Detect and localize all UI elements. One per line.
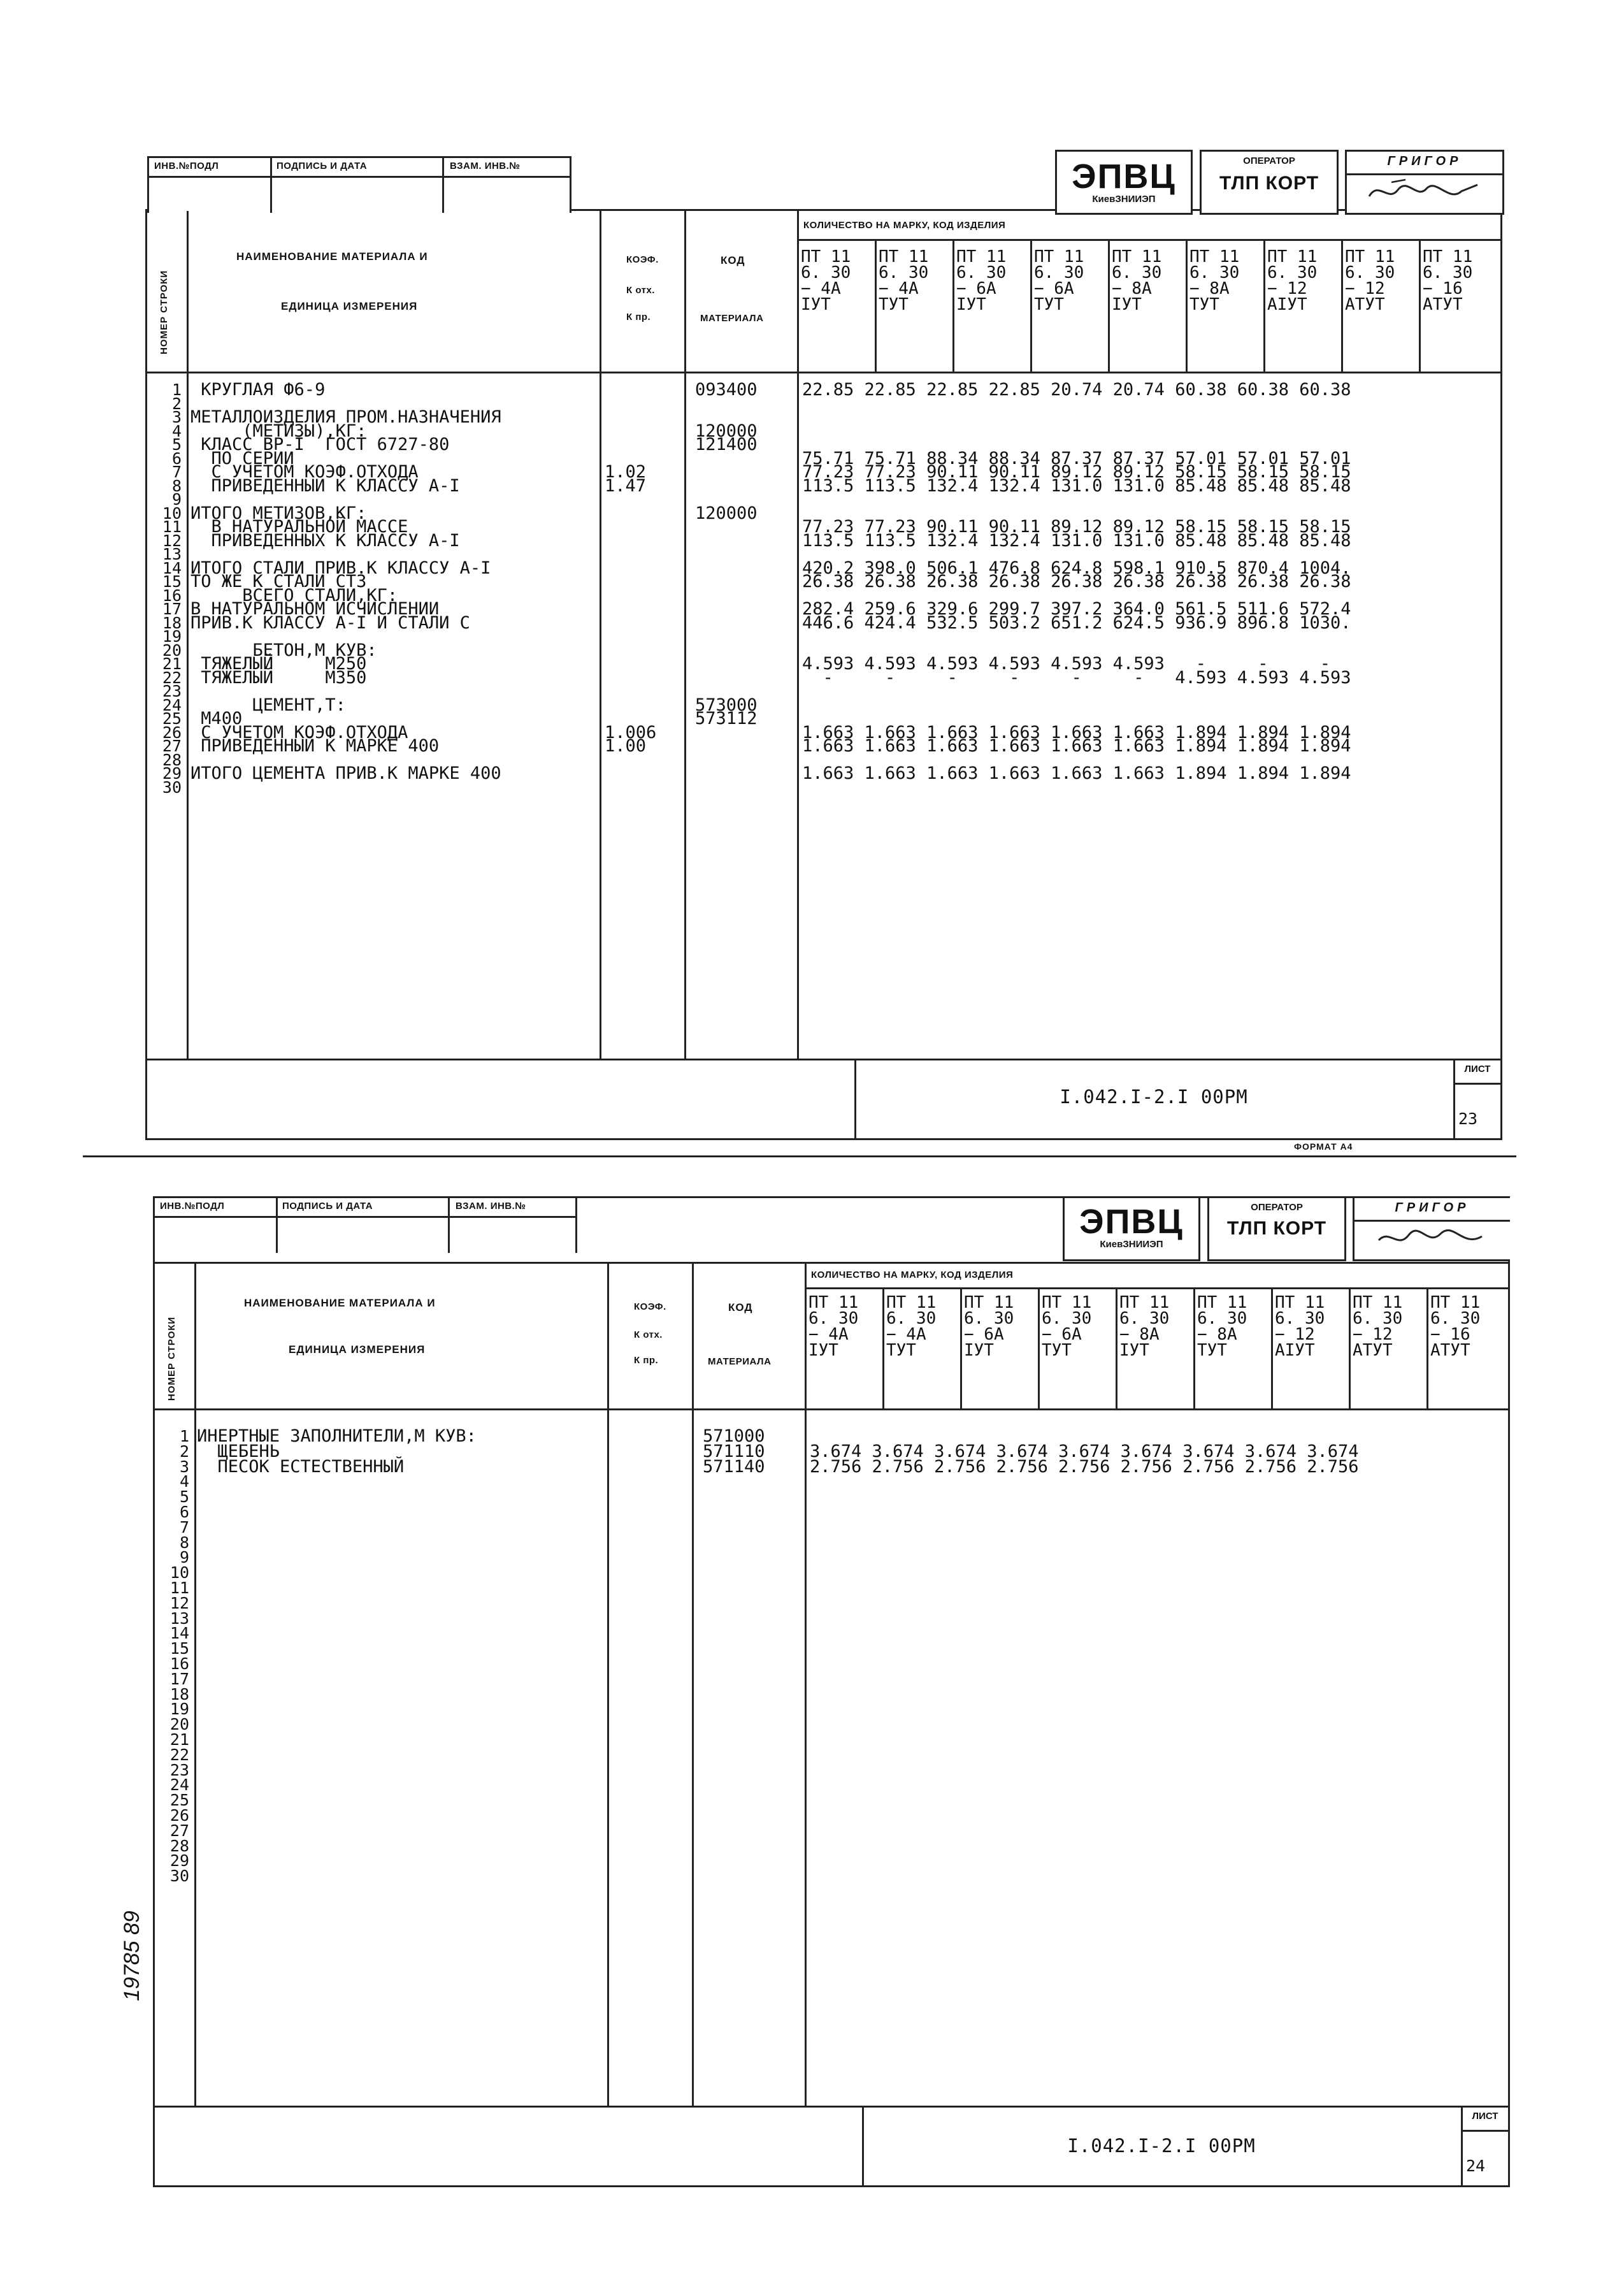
inv-label-2: ИНВ.№ПОДЛ <box>160 1201 225 1212</box>
vzam-label: ВЗАМ. ИНВ.№ <box>450 161 521 171</box>
operator-stamp-2 <box>1207 1198 1346 1261</box>
inv-label: ИНВ.№ПОДЛ <box>154 161 219 171</box>
format-label: ФОРМАТ А4 <box>1294 1141 1353 1152</box>
product-column-7-s2: ПТ 11 6. 30 − 12 АIУТ <box>1275 1293 1325 1360</box>
vzam-label-2: ВЗАМ. ИНВ.№ <box>456 1201 526 1212</box>
product-column-6-s2: ПТ 11 6. 30 − 8А ТУТ <box>1197 1293 1247 1360</box>
quantity-values-2: 3.674 3.674 3.674 3.674 3.674 3.674 3.674 3.674 3.674 2.756 2.756 2.756 2.756 2.756 2.756 2.756 2.756 2.756 <box>810 1441 1359 1477</box>
coef-header: КОЭФ. <box>626 254 659 265</box>
coef-waste-header: К отх. <box>626 285 655 296</box>
org-name-2: ЭПВЦ <box>1079 1203 1184 1241</box>
coef-reduced-header: К пр. <box>626 312 651 322</box>
sign-date-label: ПОДПИСЬ И ДАТА <box>277 161 368 171</box>
sign-date-label-2: ПОДПИСЬ И ДАТА <box>282 1201 373 1212</box>
product-column-4-s2: ПТ 11 6. 30 − 6А ТУТ <box>1042 1293 1092 1360</box>
material-codes: 093400 120000 121400 120000 573000 573112 <box>695 380 758 728</box>
product-column-4: ПТ 11 6. 30 − 6А ТУТ <box>1034 247 1084 314</box>
approval-stamp-2 <box>155 1198 575 1253</box>
unit-header-2: ЕДИНИЦА ИЗМЕРЕНИЯ <box>289 1343 426 1356</box>
org-subname-2: КиевЗНИИЭП <box>1100 1239 1163 1250</box>
code-header-2a: КОД <box>728 1301 753 1313</box>
product-column-6: ПТ 11 6. 30 − 8А ТУТ <box>1189 247 1240 314</box>
document-code-2: I.042.I-2.I 00РМ <box>1067 2135 1256 2157</box>
product-column-1: ПТ 11 6. 30 − 4А IУТ <box>801 247 851 314</box>
signer-stamp-2 <box>1353 1198 1510 1261</box>
approval-stamp <box>147 156 571 213</box>
sheet-label-2: ЛИСТ <box>1472 2111 1498 2122</box>
operator-value-2: ТЛП КОРТ <box>1226 1218 1327 1239</box>
sheet-24 <box>153 1196 1510 2187</box>
code-header: КОД <box>721 254 745 266</box>
signer-name: ГРИГОР <box>1387 154 1462 168</box>
operator-label: ОПЕРАТОР <box>1243 156 1295 166</box>
org-stamp-2 <box>1063 1198 1200 1261</box>
material-names: КРУГЛАЯ Ф6-9 МЕТАЛЛОИЗДЕЛИЯ ПРОМ.НАЗНАЧЕНИЯ (МЕТИЗЫ),КГ: КЛАСС ВР-I ГОСТ 6727-80 ПО СЕРИИ С УЧЕТОМ КОЭФ.ОТХОДА ПРИВЕДЕННЫЙ К КЛАССУ А-I ИТОГО МЕТИЗОВ,КГ: В НАТУРАЛЬНОЙ МАССЕ ПРИВЕДЕННЫХ К КЛАССУ А-I ИТОГО СТАЛИ ПРИВ.К КЛАССУ А-I ТО ЖЕ К СТАЛИ СТ3 ВСЕГО СТАЛИ,КГ: В НАТУРАЛЬНОМ ИСЧИСЛЕНИИ ПРИВ.К КЛАССУ А-I И СТАЛИ С БЕТОН,М КУВ: ТЯЖЕЛЫЙ М250 ТЯЖЕЛЫЙ М350 ЦЕМЕНТ,Т: М400 С УЧЕТОМ КОЭФ.ОТХОДА ПРИВЕДЕННЫЙ К МАРКЕ 400 ИТОГО ЦЕМЕНТА ПРИВ.К МАРКЕ 400 <box>190 380 501 783</box>
material-name-header-2: НАИМЕНОВАНИЕ МАТЕРИАЛА И <box>244 1297 436 1309</box>
code-header-2: МАТЕРИАЛА <box>700 313 764 324</box>
operator-label-2: ОПЕРАТОР <box>1251 1202 1303 1213</box>
document-code: I.042.I-2.I 00РМ <box>1060 1086 1248 1108</box>
product-column-1-s2: ПТ 11 6. 30 − 4А IУТ <box>808 1293 859 1360</box>
org-subname: КиевЗНИИЭП <box>1092 194 1156 205</box>
product-column-2-s2: ПТ 11 6. 30 − 4А ТУТ <box>886 1293 937 1360</box>
product-column-7: ПТ 11 6. 30 − 12 АIУТ <box>1267 247 1318 314</box>
sheet-number: 23 <box>1458 1110 1478 1128</box>
material-name-header: НАИМЕНОВАНИЕ МАТЕРИАЛА И <box>236 250 428 263</box>
signature-mark-2 <box>1374 1224 1488 1254</box>
code-header-2b: МАТЕРИАЛА <box>708 1356 772 1367</box>
coef-header-2: КОЭФ. <box>634 1301 666 1312</box>
row-numbers: 1 2 3 4 5 6 7 8 9 10 11 12 13 14 15 16 17 18 19 20 21 22 23 24 25 26 27 28 29 30 <box>162 380 182 797</box>
page-divider <box>83 1155 1516 1157</box>
signer-stamp <box>1345 150 1504 215</box>
coef-waste-header-2: К отх. <box>634 1329 663 1340</box>
sheet-number-2: 24 <box>1466 2157 1486 2175</box>
row-number-header-2: НОМЕР СТРОКИ <box>166 1316 177 1401</box>
operator-value: ТЛП КОРТ <box>1219 173 1319 194</box>
unit-header: ЕДИНИЦА ИЗМЕРЕНИЯ <box>281 300 418 312</box>
material-names-2: ИНЕРТНЫЕ ЗАПОЛНИТЕЛИ,М КУВ: ЩЕБЕНЬ ПЕСОК ЕСТЕСТВЕННЫЙ <box>197 1426 477 1477</box>
operator-stamp <box>1200 150 1339 215</box>
signature-mark <box>1366 177 1481 208</box>
quantity-values: 22.85 22.85 22.85 22.85 20.74 20.74 60.38 60.38 60.38 75.71 75.71 88.34 88.34 87.37 87.37 57.01 57.01 57.01 77.23 77.23 90.11 90.11 89.12 89.12 58.15 58.15 58.15 113.5 113.5 132.4 132.4 131.0 131.0 85.48 85.48 85.48 77.23 77.23 90.11 90.11 89.12 89.12 58.15 58.15 58.15 113.5 113.5 132.4 132.4 131.0 131.0 85.48 85.48 85.48 420.2 398.0 506.1 476.8 624.8 598.1 910.5 870.4 1004. 26.38 26.38 26.38 26.38 26.38 26.38 26.38 26.38 26.38 282.4 259.6 329.6 299.7 397.2 364.0 561.5 511.6 572.4 446.6 424.4 532.5 503.2 651.2 624.5 936.9 896.8 1030. 4.593 4.593 4.593 4.593 4.593 4.593 - - - - - - - - - 4.593 4.593 4.593 1.663 1.663 1.663 1.663 1.663 1.663 1.894 1.894 1.894 1.663 1.663 1.663 1.663 1.663 1.663 1.894 1.894 1.894 1.663 1.663 1.663 1.663 1.663 1.663 1.894 1.894 1.894 <box>802 380 1351 783</box>
row-numbers-2: 1 2 3 4 5 6 7 8 9 10 11 12 13 14 15 16 17 18 19 20 21 22 23 24 25 26 27 28 29 30 <box>169 1427 189 1886</box>
product-column-5-s2: ПТ 11 6. 30 − 8А IУТ <box>1119 1293 1170 1360</box>
product-column-5: ПТ 11 6. 30 − 8А IУТ <box>1112 247 1162 314</box>
material-codes-2: 571000 571110 571140 <box>703 1426 765 1477</box>
sheet-label: ЛИСТ <box>1464 1064 1491 1074</box>
quantity-header: КОЛИЧЕСТВО НА МАРКУ, КОД ИЗДЕЛИЯ <box>803 220 1006 231</box>
signer-name-2: ГРИГОР <box>1395 1201 1470 1215</box>
product-column-9: ПТ 11 6. 30 − 16 АТУТ <box>1423 247 1473 314</box>
marginal-note: 19785 89 <box>120 1911 144 2001</box>
org-stamp <box>1055 150 1193 215</box>
row-number-header: НОМЕР СТРОКИ <box>159 270 169 354</box>
coefficients: 1.02 1.47 1.006 1.00 <box>605 462 657 756</box>
sheet-23 <box>145 154 1502 1152</box>
product-column-9-s2: ПТ 11 6. 30 − 16 АТУТ <box>1430 1293 1481 1360</box>
product-column-2: ПТ 11 6. 30 − 4А ТУТ <box>879 247 929 314</box>
org-name: ЭПВЦ <box>1072 157 1176 196</box>
quantity-header-2: КОЛИЧЕСТВО НА МАРКУ, КОД ИЗДЕЛИЯ <box>811 1270 1014 1280</box>
product-column-8: ПТ 11 6. 30 − 12 АТУТ <box>1345 247 1395 314</box>
product-column-3: ПТ 11 6. 30 − 6А IУТ <box>956 247 1007 314</box>
product-column-8-s2: ПТ 11 6. 30 − 12 АТУТ <box>1353 1293 1403 1360</box>
coef-reduced-header-2: К пр. <box>634 1355 659 1366</box>
product-column-3-s2: ПТ 11 6. 30 − 6А IУТ <box>964 1293 1014 1360</box>
